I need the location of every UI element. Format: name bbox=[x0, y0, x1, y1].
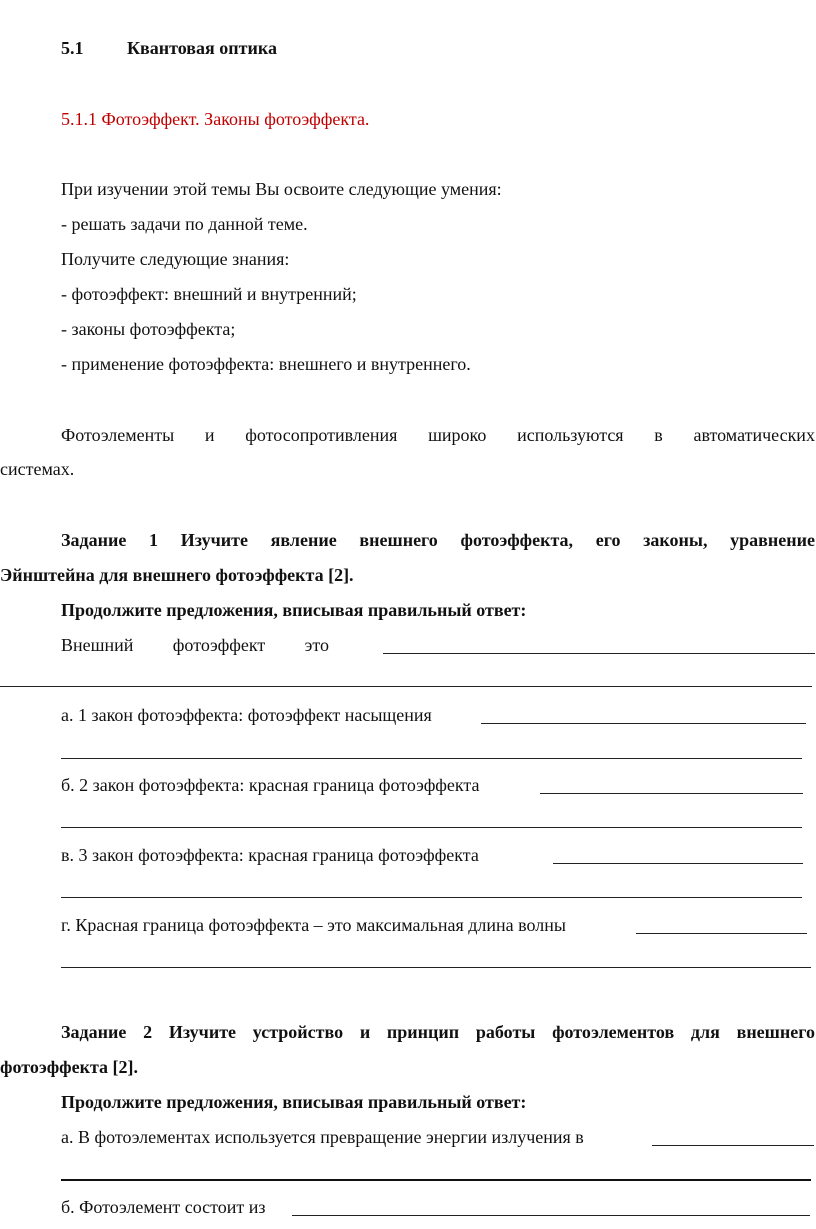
task2-item-b: б. Фотоэлемент состоит из bbox=[61, 1197, 266, 1217]
task1-item-d: г. Красная граница фотоэффекта – это максимальная длина волны bbox=[61, 915, 566, 935]
word: внешнего bbox=[736, 1022, 815, 1042]
intro-line: Получите следующие знания: bbox=[61, 249, 290, 269]
task1-heading-line-2: Эйнштейна для внешнего фотоэффекта [2]. bbox=[0, 565, 354, 585]
word: Внешний bbox=[61, 635, 134, 655]
word: фотоэффект bbox=[172, 635, 266, 655]
word: в bbox=[654, 425, 663, 445]
word: автоматических bbox=[693, 425, 815, 445]
task2-heading-line-1 bbox=[61, 1021, 815, 1043]
intro-line: - законы фотоэффекта; bbox=[61, 319, 236, 339]
answer-blank[interactable] bbox=[292, 1215, 810, 1216]
task1-definition bbox=[61, 634, 329, 656]
word: фотоэлементов bbox=[552, 1022, 675, 1042]
paragraph-line-1 bbox=[61, 424, 815, 446]
task1-item-c: в. 3 закон фотоэффекта: красная граница фотоэффекта bbox=[61, 845, 479, 865]
intro-line: - применение фотоэффекта: внешнего и внутреннего. bbox=[61, 354, 471, 374]
answer-blank[interactable] bbox=[61, 1179, 811, 1181]
word: используются bbox=[517, 425, 624, 445]
section-title: Квантовая оптика bbox=[127, 38, 277, 58]
word: и bbox=[359, 1022, 371, 1042]
word: Изучите bbox=[180, 530, 248, 550]
word: устройство bbox=[252, 1022, 344, 1042]
task1-instruction: Продолжите предложения, вписывая правильный ответ: bbox=[61, 600, 527, 620]
word: принцип bbox=[386, 1022, 460, 1042]
answer-blank[interactable] bbox=[636, 933, 807, 934]
section-number: 5.1 bbox=[61, 38, 84, 58]
answer-blank[interactable] bbox=[652, 1145, 814, 1146]
word: Изучите bbox=[168, 1022, 237, 1042]
word: законы, bbox=[643, 530, 708, 550]
word: Задание bbox=[61, 1022, 127, 1042]
answer-blank[interactable] bbox=[383, 653, 815, 654]
paragraph-line-2: системах. bbox=[0, 459, 75, 479]
answer-blank[interactable] bbox=[61, 967, 811, 968]
answer-blank[interactable] bbox=[61, 897, 802, 898]
answer-blank[interactable] bbox=[540, 793, 803, 794]
word: для bbox=[690, 1022, 720, 1042]
task1-item-b: б. 2 закон фотоэффекта: красная граница фотоэффекта bbox=[61, 775, 480, 795]
intro-line: - решать задачи по данной теме. bbox=[61, 214, 308, 234]
task2-instruction: Продолжите предложения, вписывая правильный ответ: bbox=[61, 1092, 527, 1112]
word: 2 bbox=[143, 1022, 153, 1042]
task1-heading-line-1 bbox=[61, 529, 815, 551]
word: его bbox=[595, 530, 621, 550]
answer-blank[interactable] bbox=[61, 827, 802, 828]
word: фотоэффекта, bbox=[460, 530, 574, 550]
word: широко bbox=[428, 425, 487, 445]
word: и bbox=[204, 425, 215, 445]
word: работы bbox=[475, 1022, 536, 1042]
intro-line: - фотоэффект: внешний и внутренний; bbox=[61, 284, 357, 304]
task2-item-a: а. В фотоэлементах используется превращение энергии излучения в bbox=[61, 1127, 584, 1147]
section-heading bbox=[61, 37, 277, 59]
task2-heading-line-2: фотоэффекта [2]. bbox=[0, 1057, 139, 1077]
word: явление bbox=[270, 530, 337, 550]
task1-item-a: а. 1 закон фотоэффекта: фотоэффект насыщения bbox=[61, 705, 432, 725]
word: уравнение bbox=[730, 530, 815, 550]
subsection-heading: 5.1.1 Фотоэффект. Законы фотоэффекта. bbox=[61, 109, 370, 129]
word: Фотоэлементы bbox=[61, 425, 175, 445]
answer-blank[interactable] bbox=[553, 863, 803, 864]
word: это bbox=[304, 635, 329, 655]
answer-blank[interactable] bbox=[0, 686, 812, 687]
answer-blank[interactable] bbox=[61, 758, 802, 759]
intro-line: При изучении этой темы Вы освоите следующие умения: bbox=[61, 179, 502, 199]
word: фотосопротивления bbox=[245, 425, 398, 445]
word: 1 bbox=[149, 530, 159, 550]
word: внешнего bbox=[359, 530, 438, 550]
word: Задание bbox=[61, 530, 127, 550]
answer-blank[interactable] bbox=[481, 723, 806, 724]
